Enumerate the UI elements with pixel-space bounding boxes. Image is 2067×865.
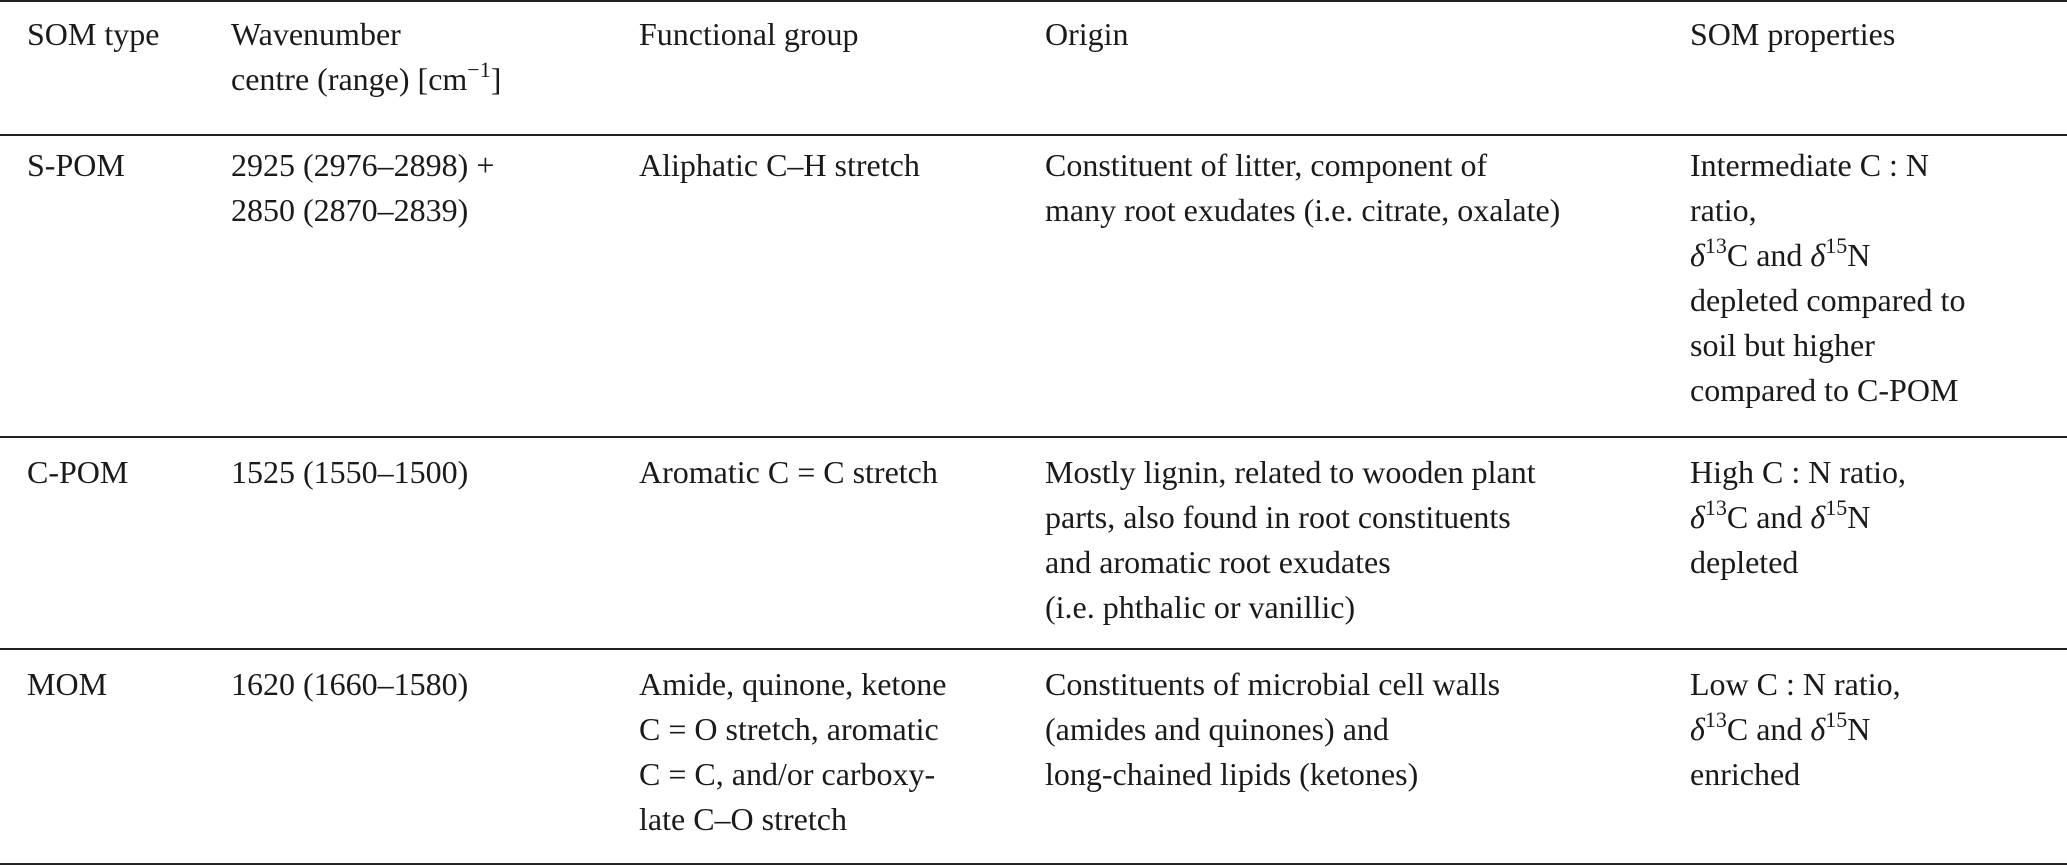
cell-origin: Constituents of microbial cell walls (amides and quinones) and long-chained lipids (ketones) [1045,666,1501,792]
cell-som-type: C-POM [27,454,129,490]
table-row [0,135,2067,437]
cell-origin: Constituent of litter, component of many root exudates (i.e. citrate, oxalate) [1045,147,1561,228]
header-row [0,1,2067,135]
cell-som-type: S-POM [27,147,125,183]
table-body [0,135,2067,864]
header-functional-group: Functional group [639,16,859,52]
cell-som-properties: Intermediate C : N ratio, $\delta^{13}C$ and $\delta^{15}N$ depleted compared to soil but higher compared to C-POM [1690,135,2067,437]
header-som-properties: SOM properties [1690,16,1896,52]
cell-origin: Mostly lignin, related to wooden plant parts, also found in root constituents and aromatic root exudates (i.e. phthalic or vanillic) [1045,454,1536,625]
cell-wavenumber: 1525 (1550–1500) [231,454,469,490]
table-header [0,1,2067,135]
cell-som-properties: High C : N ratio, $\delta^{13}C$ and $\delta^{15}N$ depleted [1690,437,2067,649]
cell-functional-group: Amide, quinone, ketone C = O stretch, aromatic C = C, and/or carboxy- late C–O stretch [639,666,947,837]
header-som-type: SOM type [27,16,160,52]
cell-som-properties: Low C : N ratio, $\delta^{13}C$ and $\delta^{15}N$ enriched [1690,649,2067,864]
cell-wavenumber: 1620 (1660–1580) [231,666,469,702]
header-wavenumber-line2: centre (range) $[cm^{-1}]$ [231,57,502,97]
cell-functional-group: Aromatic C = C stretch [639,454,938,490]
header-origin: Origin [1045,16,1129,52]
table-row [0,649,2067,864]
cell-som-type: MOM [27,666,108,702]
header-wavenumber [231,1,639,135]
unit-exponent: −1 [467,57,491,82]
table-row [0,437,2067,649]
cell-wavenumber: 2925 (2976–2898) + 2850 (2870–2839) [231,147,495,228]
header-wavenumber-line1: Wavenumber [231,16,401,52]
isotope-line: $\delta^{13}C$ and $\delta^{15}N$ [1690,495,1871,535]
isotope-line: $\delta^{13}C$ and $\delta^{15}N$ [1690,233,1871,273]
cell-functional-group: Aliphatic C–H stretch [639,147,920,183]
isotope-line: $\delta^{13}C$ and $\delta^{15}N$ [1690,707,1871,747]
